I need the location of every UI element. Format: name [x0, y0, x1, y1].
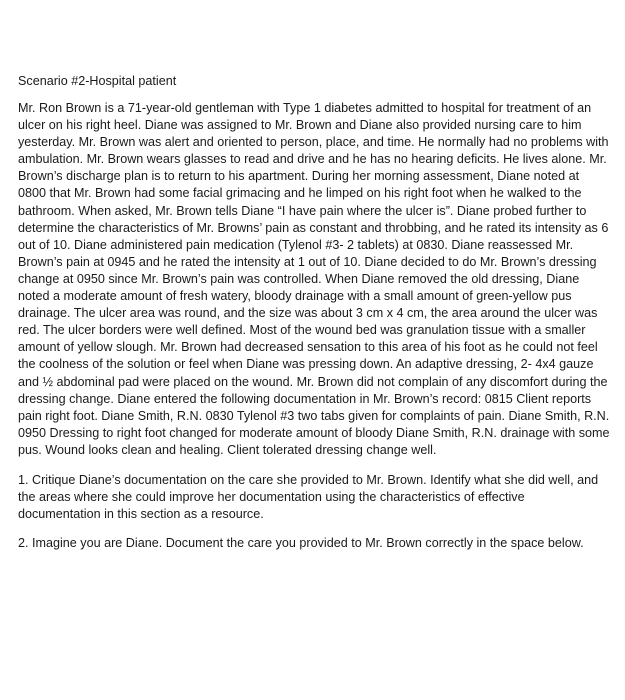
- document-page: [18, 73, 610, 552]
- question-1: 1. Critique Diane’s documentation on the care she provided to Mr. Brown. Identify what she did well, and the areas where she could improve her documentation using the characteristics of effective documentation in this section as a resource.: [18, 472, 599, 522]
- question-2: 2. Imagine you are Diane. Document the care you provided to Mr. Brown correctly in the space below.: [18, 536, 584, 551]
- scenario-title: Scenario #2-Hospital patient: [18, 74, 177, 88]
- scenario-body: Mr. Ron Brown is a 71-year-old gentleman with Type 1 diabetes admitted to hospital for treatment of an ulcer on his right heel. Diane was assigned to Mr. Brown and Diane also provided nursing care to him yesterday. Mr. Brown was alert and oriented to person, place, and time. He normally had no problems with ambulation. Mr. Brown wears glasses to read and drive and he has no hearing deficits. He lives alone. Mr. Brown’s discharge plan is to return to his apartment. During her morning assessment, Diane noted at 0800 that Mr. Brown had some facial grimacing and he limped on his right foot when he walked to the bathroom. When asked, Mr. Brown tells Diane “I have pain where the ulcer is”. Diane probed further to determine the characteristics of Mr. Browns’ pain as constant and throbbing, and he rated its intensity as 6 out of 10. Diane administered pain medication (Tylenol #3- 2 tablets) at 0830. Diane reassessed Mr. Brown’s pain at 0945 and he rated the intensity at 1 out of 10. Diane decided to do Mr. Brown’s dressing change at 0950 since Mr. Brown’s pain was controlled. When Diane removed the old dressing, Diane noted a moderate amount of fresh watery, bloody drainage with a small amount of green-yellow pus drainage. The ulcer area was round, and the size was about 3 cm x 4 cm, the area around the ulcer was red. The ulcer borders were well defined. Most of the wound bed was granulation tissue with a smaller amount of yellow slough. Mr. Brown had decreased sensation to this area of his foot as he could not feel the coolness of the solution or feel when Diane was pressing down. An adaptive dressing, 2- 4x4 gauze and ½ abdominal pad were placed on the wound. Mr. Brown did not complain of any discomfort during the dressing change. Diane entered the following documentation in Mr. Brown’s record: 0815 Client reports pain right foot. Diane Smith, R.N. 0830 Tylenol #3 two tabs given for complaints of pain. Diane Smith, R.N. 0950 Dressing to right foot changed for moderate amount of bloody Diane Smith, R.N. drainage with some pus. Wound looks clean and healing. Client tolerated dressing change well.: [18, 101, 610, 457]
